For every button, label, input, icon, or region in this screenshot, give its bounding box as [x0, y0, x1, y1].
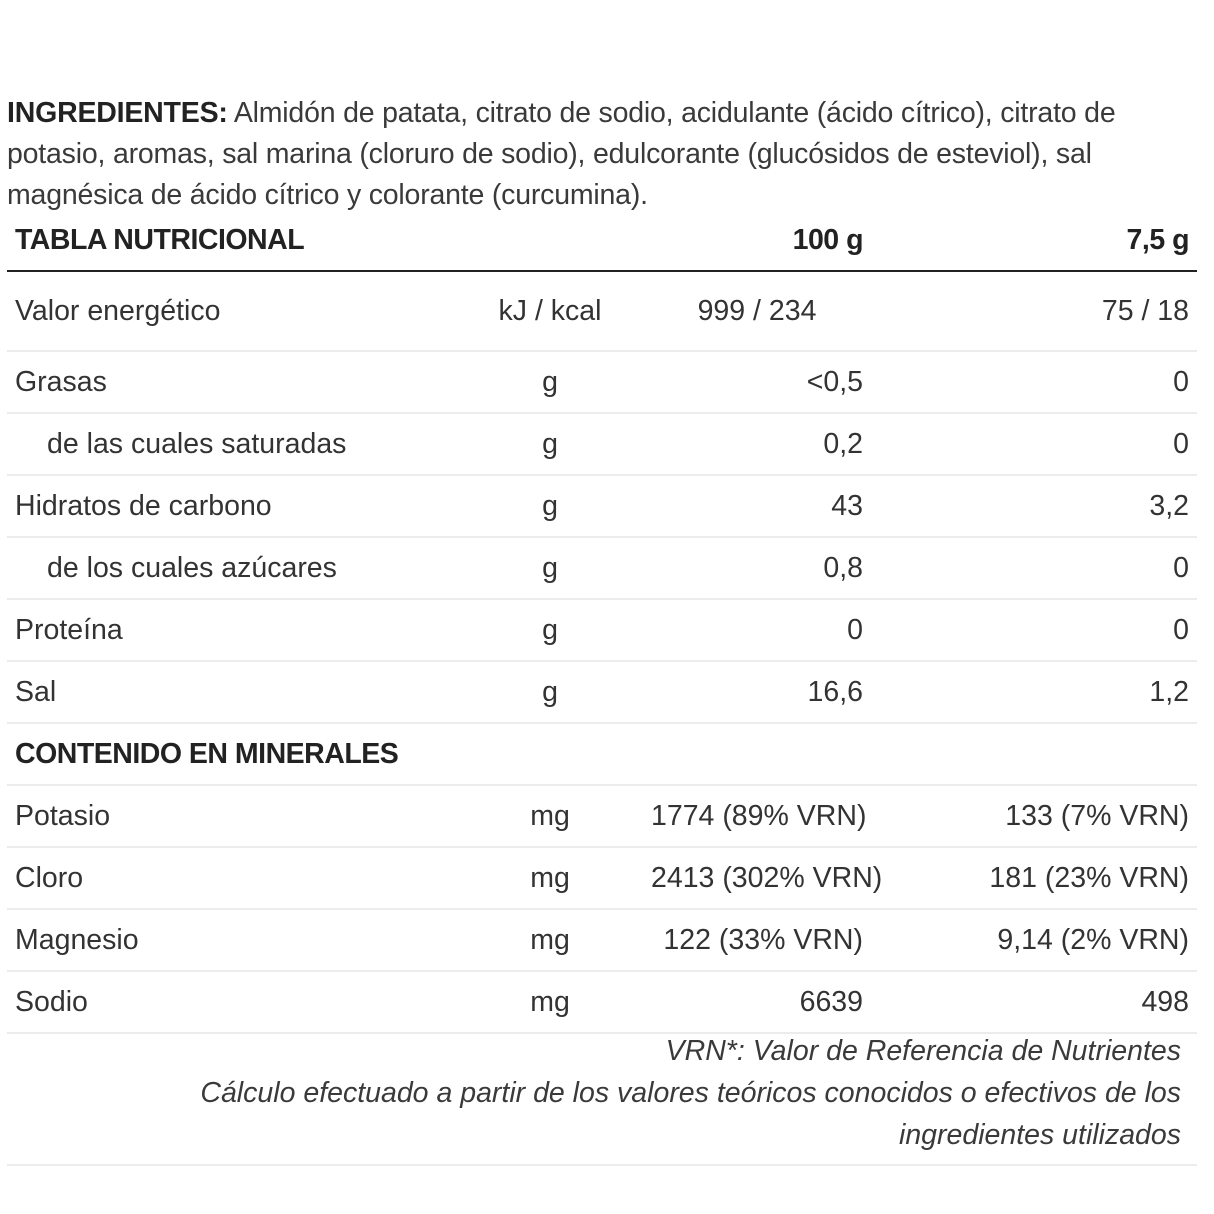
nutrient-name: Proteína	[7, 599, 457, 661]
value-per-serving: 3,2	[871, 475, 1197, 537]
table-row-sodium	[7, 971, 1197, 1033]
table-row-protein	[7, 599, 1197, 661]
table-row-saturated-fat	[7, 413, 1197, 475]
nutrition-table-header	[7, 210, 1197, 271]
mineral-name: Potasio	[7, 785, 457, 847]
nutrient-name: de los cuales azúcares	[7, 537, 457, 599]
value-per-serving: 133 (7% VRN)	[871, 785, 1197, 847]
value-per-100g: 0,8	[643, 537, 871, 599]
value-per-serving: 1,2	[871, 661, 1197, 723]
nutrient-name: Grasas	[7, 351, 457, 413]
value-per-serving: 9,14 (2% VRN)	[871, 909, 1197, 971]
nutrient-name: Sal	[7, 661, 457, 723]
table-row-salt	[7, 661, 1197, 723]
minerals-section-header	[7, 723, 1197, 785]
vrn-note: VRN*: Valor de Referencia de Nutrientes	[665, 1035, 1181, 1067]
value-per-100g: 0,2	[643, 413, 871, 475]
table-row-carbohydrates	[7, 475, 1197, 537]
nutrient-unit: g	[457, 475, 643, 537]
table-row-chlorine	[7, 847, 1197, 909]
mineral-unit: mg	[457, 785, 643, 847]
mineral-name: Magnesio	[7, 909, 457, 971]
col-serving-header: 7,5 g	[871, 210, 1197, 271]
value-per-serving: 75 / 18	[871, 271, 1197, 351]
minerals-title: CONTENIDO EN MINERALES	[7, 723, 1197, 785]
nutrient-unit: g	[457, 599, 643, 661]
nutrient-name: de las cuales saturadas	[7, 413, 457, 475]
table-row-sugars	[7, 537, 1197, 599]
ingredients-text: Almidón de patata, citrato de sodio, acidulante (ácido cítrico), citrato de potasio, aromas, sal marina (cloruro de sodio), edulcorante (glucósidos de esteviol), sal magnésica de ácido cítrico y colorante (curcumina).	[7, 96, 1116, 211]
nutrient-name: Valor energético	[7, 271, 457, 351]
table-title: TABLA NUTRICIONAL	[7, 210, 457, 271]
value-per-100g: <0,5	[643, 351, 871, 413]
value-per-serving: 181 (23% VRN)	[871, 847, 1197, 909]
mineral-name: Sodio	[7, 971, 457, 1033]
table-row-fat	[7, 351, 1197, 413]
nutrition-table	[7, 210, 1197, 1034]
unit-header	[457, 210, 643, 271]
nutrient-unit: g	[457, 351, 643, 413]
nutrient-unit: kJ / kcal	[457, 271, 643, 351]
value-per-100g: 43	[643, 475, 871, 537]
value-per-100g: 999 / 234	[643, 271, 871, 351]
table-row-magnesium	[7, 909, 1197, 971]
table-row-potassium	[7, 785, 1197, 847]
mineral-unit: mg	[457, 847, 643, 909]
nutrient-unit: g	[457, 413, 643, 475]
table-row-energy	[7, 271, 1197, 351]
footnotes	[7, 1030, 1197, 1156]
value-per-100g: 6639	[643, 971, 871, 1033]
value-per-serving: 0	[871, 413, 1197, 475]
value-per-serving: 0	[871, 537, 1197, 599]
mineral-unit: mg	[457, 971, 643, 1033]
value-per-100g: 122 (33% VRN)	[643, 909, 871, 971]
mineral-unit: mg	[457, 909, 643, 971]
nutrient-unit: g	[457, 661, 643, 723]
ingredients-paragraph	[7, 93, 1197, 216]
mineral-name: Cloro	[7, 847, 457, 909]
calculation-note-line1: Cálculo efectuado a partir de los valores teóricos conocidos o efectivos de los	[200, 1077, 1181, 1109]
value-per-serving: 498	[871, 971, 1197, 1033]
nutrient-unit: g	[457, 537, 643, 599]
bottom-divider	[7, 1164, 1197, 1166]
value-per-100g: 1774 (89% VRN)	[643, 785, 871, 847]
col-100g-header: 100 g	[643, 210, 871, 271]
ingredients-label: INGREDIENTES:	[7, 96, 228, 129]
value-per-100g: 16,6	[643, 661, 871, 723]
nutrient-name: Hidratos de carbono	[7, 475, 457, 537]
value-per-serving: 0	[871, 351, 1197, 413]
value-per-serving: 0	[871, 599, 1197, 661]
value-per-100g: 0	[643, 599, 871, 661]
calculation-note-line2: ingredientes utilizados	[898, 1119, 1181, 1151]
value-per-100g: 2413 (302% VRN)	[643, 847, 871, 909]
